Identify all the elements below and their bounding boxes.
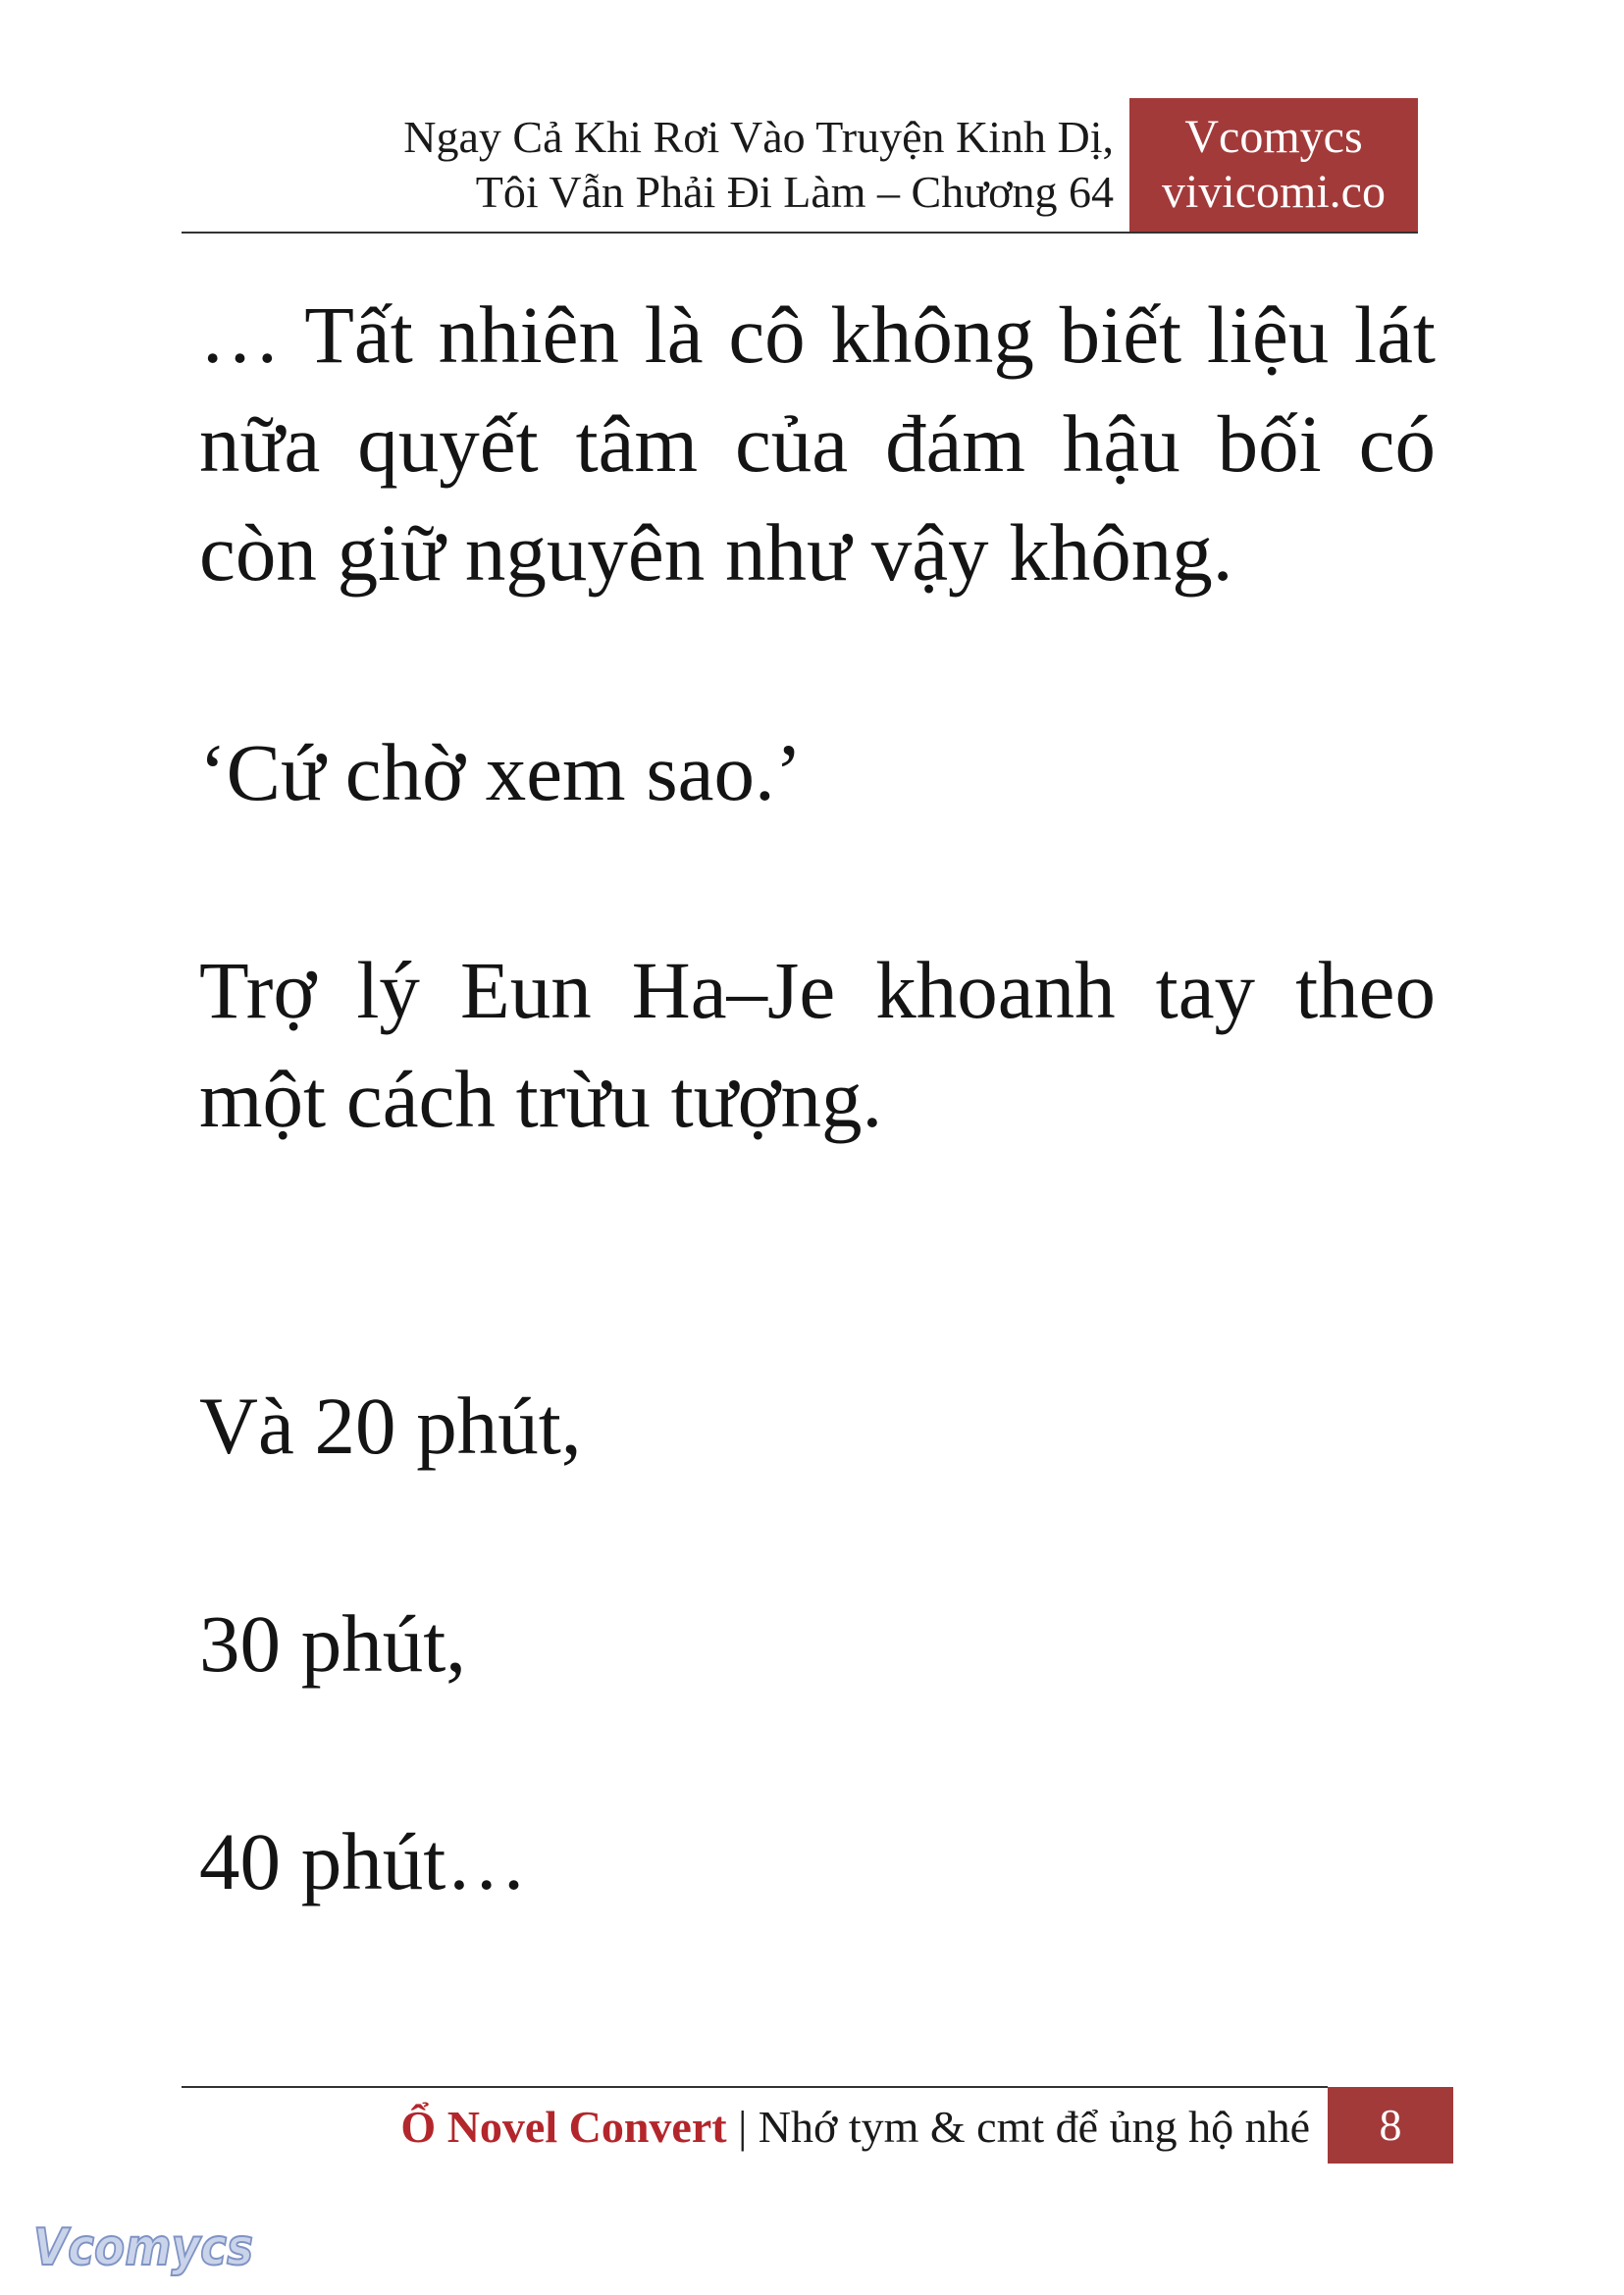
footer-message: Nhớ tym & cmt để ủng hộ nhé: [758, 2102, 1310, 2152]
page-number: 8: [1328, 2087, 1453, 2164]
footer-note: [182, 2092, 1310, 2163]
footer-divider: [182, 2086, 1328, 2088]
badge-site-name: Vcomycs: [1184, 111, 1363, 163]
footer-separator: |: [738, 2102, 748, 2152]
footer-brand: Ổ Novel Convert: [400, 2102, 727, 2152]
title-line-1: Ngay Cả Khi Rơi Vào Truyện Kinh Dị,: [403, 112, 1114, 162]
paragraph-2: ‘Cứ chờ xem sao.’: [199, 727, 803, 817]
paragraph-3: Trợ lý Eun Ha–Je khoanh tay theo một cách trừu tượng.: [199, 945, 1436, 1144]
paragraph-5: 30 phút,: [199, 1598, 467, 1689]
paragraph-1: … Tất nhiên là cô không biết liệu lát nữa quyết tâm của đám hậu bối có còn giữ nguyên như vậy không.: [199, 289, 1436, 598]
site-badge: [1129, 98, 1418, 232]
document-title: [182, 110, 1114, 220]
badge-site-url: vivicomi.co: [1162, 166, 1386, 218]
logo-text: Vcomycs: [33, 2218, 253, 2277]
header-divider: [182, 232, 1418, 234]
vcomycs-logo-icon: [27, 2208, 263, 2286]
paragraph-4: Và 20 phút,: [199, 1381, 582, 1471]
title-line-2: Tôi Vẫn Phải Đi Làm – Chương 64: [475, 167, 1114, 217]
paragraph-6: 40 phút…: [199, 1816, 528, 1906]
